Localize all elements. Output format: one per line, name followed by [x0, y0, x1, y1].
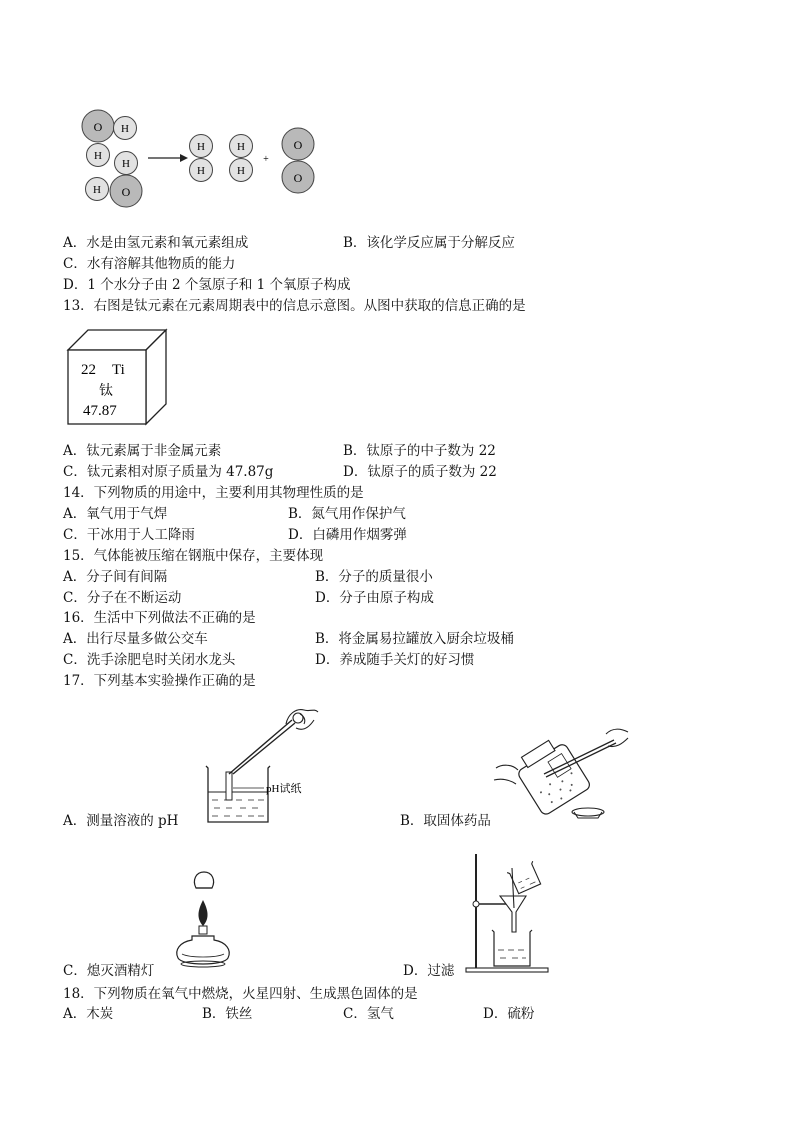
- q16-option-b: B．将金属易拉罐放入厨余垃圾桶: [315, 631, 514, 647]
- q12-option-c: C．水有溶解其他物质的能力: [63, 256, 236, 272]
- q18-option-c: C．氢气: [343, 1006, 394, 1022]
- atom-o-label: O: [293, 138, 303, 152]
- atom-h-label: H: [93, 184, 101, 196]
- q17-option-b: B．取固体药品: [400, 813, 491, 829]
- q12-option-a: A．水是由氢元素和氧元素组成: [63, 235, 249, 251]
- element-mass: 47.87: [83, 403, 117, 419]
- atom-o-label: O: [121, 185, 131, 199]
- q14-option-d: D．白磷用作烟雾弹: [288, 527, 407, 543]
- atom-h-label: H: [122, 158, 130, 170]
- q18-option-b: B．铁丝: [202, 1006, 253, 1022]
- q14-stem: 14．下列物质的用途中，主要利用其物理性质的是: [63, 485, 364, 501]
- q15-option-b: B．分子的质量很小: [315, 569, 433, 585]
- atom-h-label: H: [237, 141, 245, 153]
- filtration-illustration: [462, 850, 554, 974]
- q12-option-b: B．该化学反应属于分解反应: [343, 235, 515, 251]
- atom-o-label: O: [293, 171, 303, 185]
- q12-option-d: D．1 个水分子由 2 个氢原子和 1 个氧原子构成: [63, 277, 351, 293]
- ph-paper-label: pH试纸: [266, 783, 302, 795]
- q15-option-c: C．分子在不断运动: [63, 590, 182, 606]
- q17-stem: 17．下列基本实验操作正确的是: [63, 673, 256, 689]
- atom-h-label: H: [197, 141, 205, 153]
- q16-option-c: C．洗手涂肥皂时关闭水龙头: [63, 652, 236, 668]
- plus-sign: +: [263, 154, 269, 165]
- q15-option-d: D．分子由原子构成: [315, 590, 434, 606]
- atom-h-label: H: [94, 150, 102, 162]
- water-decomposition-diagram: [70, 102, 330, 214]
- q15-stem: 15．气体能被压缩在钢瓶中保存，主要体现: [63, 548, 324, 564]
- q18-option-a: A．木炭: [63, 1006, 114, 1022]
- q16-option-d: D．养成随手关灯的好习惯: [315, 652, 475, 668]
- atom-h-label: H: [121, 123, 129, 135]
- solid-reagent-illustration: [482, 724, 632, 828]
- q15-option-a: A．分子间有间隔: [63, 569, 168, 585]
- atom-h-label: H: [197, 165, 205, 177]
- q17-option-c: C．熄灭酒精灯: [63, 963, 155, 979]
- q14-option-b: B．氮气用作保护气: [288, 506, 406, 522]
- q13-stem: 13．右图是钛元素在元素周期表中的信息示意图。从图中获取的信息正确的是: [63, 298, 526, 314]
- alcohol-lamp-illustration: [170, 866, 234, 972]
- q18-option-d: D．硫粉: [483, 1006, 535, 1022]
- titanium-element-card: [66, 328, 170, 426]
- element-number: 22: [81, 362, 96, 378]
- atom-o-label: O: [93, 120, 103, 134]
- q13-option-d: D．钛原子的质子数为 22: [343, 464, 497, 480]
- q13-option-a: A．钛元素属于非金属元素: [63, 443, 222, 459]
- q14-option-a: A．氧气用于气焊: [63, 506, 168, 522]
- q16-option-a: A．出行尽量多做公交车: [63, 631, 208, 647]
- q17-option-d: D．过滤: [403, 963, 455, 979]
- element-symbol: Ti: [112, 362, 125, 378]
- ph-measurement-illustration: [200, 706, 330, 828]
- q14-option-c: C．干冰用于人工降雨: [63, 527, 195, 543]
- q16-stem: 16．生活中下列做法不正确的是: [63, 610, 256, 626]
- q13-option-c: C．钛元素相对原子质量为 47.87g: [63, 464, 274, 480]
- q13-option-b: B．钛原子的中子数为 22: [343, 443, 496, 459]
- q17-option-a: A．测量溶液的 pH: [63, 813, 179, 829]
- element-name: 钛: [99, 384, 113, 399]
- atom-h-label: H: [237, 165, 245, 177]
- q18-stem: 18．下列物质在氧气中燃烧，火星四射、生成黑色固体的是: [63, 986, 418, 1002]
